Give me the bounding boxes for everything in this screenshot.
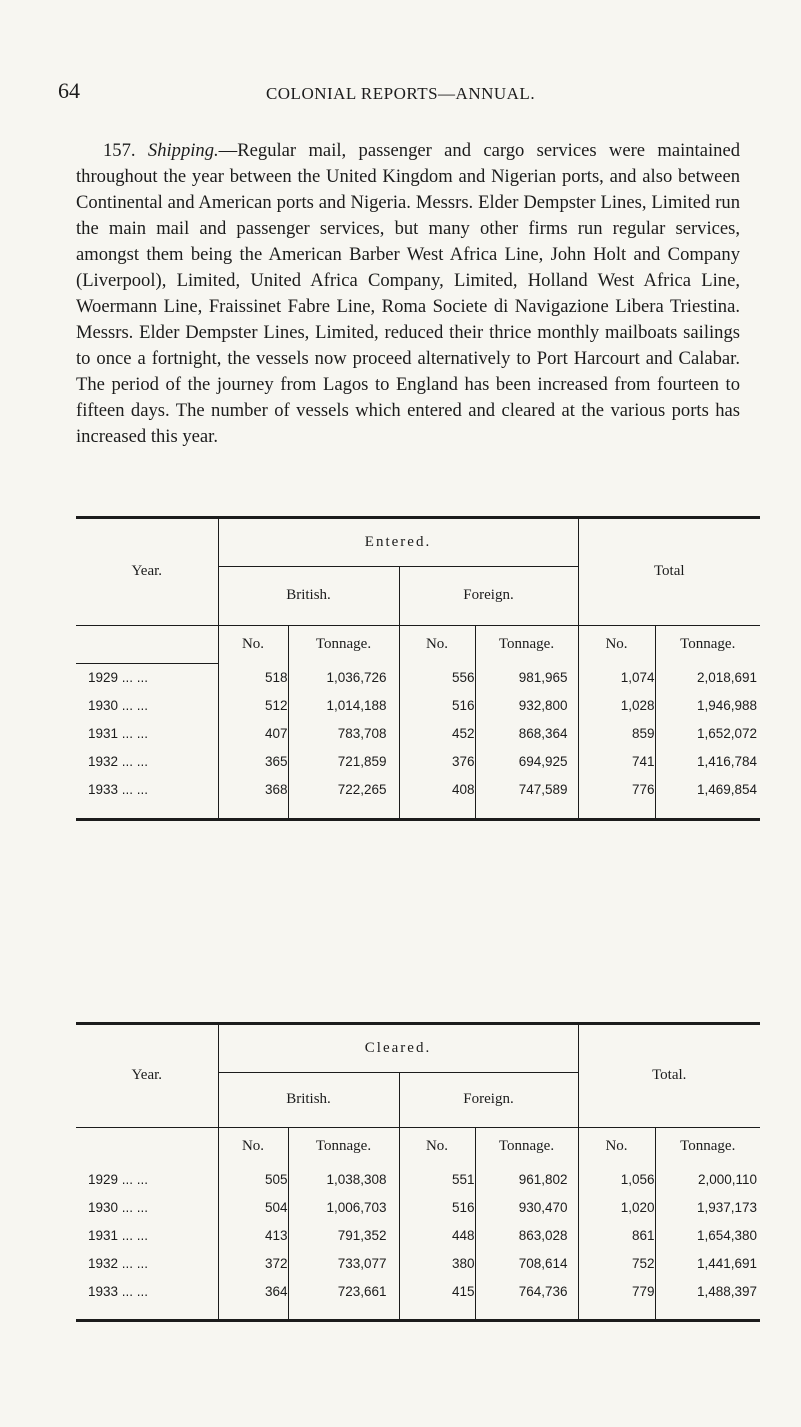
total-tonnage-cell: 1,654,380 [655,1221,760,1249]
year-cell: 1929 ... ... [88,670,149,685]
col-header-foreign-tonnage: Tonnage. [475,1127,578,1165]
entered-group-header: Entered. [218,518,578,567]
foreign-tonnage-cell: 694,925 [475,748,578,776]
table-row [76,692,760,720]
foreign-tonnage-cell: 961,802 [475,1165,578,1193]
foreign-tonnage-cell: 981,965 [475,663,578,692]
foreign-no-cell: 516 [399,1193,475,1221]
british-tonnage-cell: 733,077 [288,1249,399,1277]
british-tonnage-cell: 723,661 [288,1277,399,1305]
table-row [76,720,760,748]
year-header: Year. [76,1024,218,1128]
table-row [76,1193,760,1221]
total-tonnage-cell: 1,652,072 [655,720,760,748]
total-no-cell: 776 [578,776,655,804]
foreign-no-cell: 556 [399,663,475,692]
total-no-cell: 1,020 [578,1193,655,1221]
total-no-cell: 1,074 [578,663,655,692]
total-tonnage-cell: 2,000,110 [655,1165,760,1193]
total-tonnage-cell: 1,488,397 [655,1277,760,1305]
paragraph-number: 157. [103,140,136,161]
col-header-total-tonnage: Tonnage. [655,625,760,663]
british-no-cell: 407 [218,720,288,748]
foreign-no-cell: 516 [399,692,475,720]
table-row [76,1221,760,1249]
foreign-header: Foreign. [399,567,578,625]
foreign-no-cell: 551 [399,1165,475,1193]
british-no-cell: 413 [218,1221,288,1249]
paragraph-heading: Shipping. [147,140,219,161]
year-header: Year. [76,518,218,626]
british-tonnage-cell: 1,036,726 [288,663,399,692]
entered-table [76,516,760,821]
british-tonnage-cell: 1,038,308 [288,1165,399,1193]
british-tonnage-cell: 791,352 [288,1221,399,1249]
year-cell: 1932 ... ... [88,1255,149,1271]
foreign-no-cell: 380 [399,1249,475,1277]
table-row [76,1165,760,1193]
col-header-total-no: No. [578,1127,655,1165]
total-tonnage-cell: 1,441,691 [655,1249,760,1277]
total-tonnage-cell: 1,937,173 [655,1193,760,1221]
foreign-no-cell: 448 [399,1221,475,1249]
total-no-cell: 1,028 [578,692,655,720]
col-header-foreign-no: No. [399,1127,475,1165]
total-no-cell: 1,056 [578,1165,655,1193]
total-tonnage-cell: 1,469,854 [655,776,760,804]
total-no-cell: 859 [578,720,655,748]
cleared-group-header: Cleared. [218,1024,578,1073]
foreign-header: Foreign. [399,1073,578,1127]
total-tonnage-cell: 1,416,784 [655,748,760,776]
paragraph-text: —Regular mail, passenger and cargo services were maintained throughout the year between the United Kingdom and Nigerian ports, and also between Continental and American ports and Nigeria. Messrs. Elder Dempster Lines, Limited run the main mail and passenger services, but many other firms run regular services, amongst them being the American Barber West Africa Line, John Holt and Company (Liverpool), Limited, United Africa Company, Limited, Holland West Africa Line, Woermann Line, Fraissinet Fabre Line, Roma Societe di Navigazione Libera Triestina. Messrs. Elder Dempster Lines, Limited, reduced their thrice monthly mailboats sailings to once a fortnight, the vessels now proceed alternatively to Port Harcourt and Calabar. The period of the journey from Lagos to England has been increased from fourteen to fifteen days. The number of vessels which entered and cleared at the various ports has increased this year. [76,140,740,447]
year-cell: 1933 ... ... [88,1283,149,1299]
british-no-cell: 368 [218,776,288,804]
british-tonnage-cell: 722,265 [288,776,399,804]
col-header-british-no: No. [218,1127,288,1165]
british-no-cell: 364 [218,1277,288,1305]
british-no-cell: 512 [218,692,288,720]
col-header-foreign-no: No. [399,625,475,663]
table-row [76,663,760,692]
foreign-tonnage-cell: 764,736 [475,1277,578,1305]
british-no-cell: 365 [218,748,288,776]
total-tonnage-cell: 2,018,691 [655,663,760,692]
cleared-table [76,1022,760,1322]
total-header: Total [578,518,760,626]
foreign-tonnage-cell: 930,470 [475,1193,578,1221]
british-header: British. [218,1073,399,1127]
col-header-british-tonnage: Tonnage. [288,1127,399,1165]
year-cell: 1931 ... ... [88,1227,149,1243]
col-header-total-tonnage: Tonnage. [655,1127,760,1165]
year-cell: 1932 ... ... [88,754,149,769]
foreign-tonnage-cell: 932,800 [475,692,578,720]
table-row [76,1249,760,1277]
british-no-cell: 505 [218,1165,288,1193]
col-header-british-no: No. [218,625,288,663]
total-no-cell: 741 [578,748,655,776]
table-row [76,748,760,776]
year-cell: 1931 ... ... [88,726,149,741]
total-no-cell: 752 [578,1249,655,1277]
total-header: Total. [578,1024,760,1128]
total-no-cell: 861 [578,1221,655,1249]
british-no-cell: 518 [218,663,288,692]
total-tonnage-cell: 1,946,988 [655,692,760,720]
col-header-total-no: No. [578,625,655,663]
table-row [76,776,760,804]
foreign-tonnage-cell: 708,614 [475,1249,578,1277]
year-cell: 1933 ... ... [88,782,149,797]
foreign-no-cell: 415 [399,1277,475,1305]
year-cell: 1930 ... ... [88,698,149,713]
col-header-british-tonnage: Tonnage. [288,625,399,663]
british-header: British. [218,567,399,625]
british-tonnage-cell: 1,014,188 [288,692,399,720]
foreign-tonnage-cell: 747,589 [475,776,578,804]
page-number: 64 [58,78,80,103]
foreign-no-cell: 376 [399,748,475,776]
table-row [76,1277,760,1305]
total-no-cell: 779 [578,1277,655,1305]
british-tonnage-cell: 1,006,703 [288,1193,399,1221]
british-no-cell: 504 [218,1193,288,1221]
foreign-tonnage-cell: 868,364 [475,720,578,748]
col-header-foreign-tonnage: Tonnage. [475,625,578,663]
foreign-tonnage-cell: 863,028 [475,1221,578,1249]
foreign-no-cell: 452 [399,720,475,748]
british-tonnage-cell: 721,859 [288,748,399,776]
year-cell: 1930 ... ... [88,1199,149,1215]
foreign-no-cell: 408 [399,776,475,804]
british-no-cell: 372 [218,1249,288,1277]
shipping-paragraph [76,138,740,450]
british-tonnage-cell: 783,708 [288,720,399,748]
year-cell: 1929 ... ... [88,1171,149,1187]
running-head: COLONIAL REPORTS—ANNUAL. [265,84,536,103]
